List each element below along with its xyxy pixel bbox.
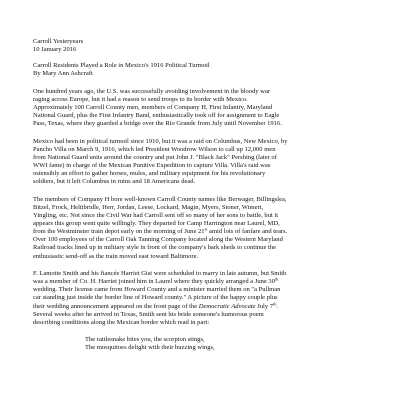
- text-line: appears this group went quite willingly. They departed for Camp Harrington near Laurel, MD,: [33, 220, 280, 228]
- paragraph-3: [33, 196, 373, 261]
- text-line: Mexico had been in political turmoil since 1910, but it was a raid on Columbus, New Mexico, by: [33, 137, 288, 145]
- poem-line: The rattlesnake bites you, the scorpion stings,: [85, 336, 205, 344]
- text-line: The members of Company H bore well-known Carroll County names like Berwager, Billingslea,: [33, 195, 287, 203]
- text-line: Pass, Texas, where they guarded a bridge over the Rio Grande from July until November 1916.: [33, 120, 282, 128]
- text-line: raging across Europe, but it had a reason to send troops to its border with Mexico.: [33, 95, 248, 103]
- byline: By Mary Ann Ashcraft: [33, 70, 93, 78]
- column-name: Carroll Yesteryears: [33, 38, 84, 45]
- document-page: [33, 38, 373, 353]
- text-line: Over 100 employees of the Carroll Oak Tanning Company located along the Western Maryland: [33, 236, 283, 244]
- text-line: their wedding announcement appeared on the front page of the Democratic Advocate July 7th.: [33, 301, 279, 310]
- article-title: Carroll Residents Played a Role in Mexico's 1916 Political Turmoil: [33, 62, 210, 70]
- text-line: was a member of Co. H. Harriet joined him in Laurel where they quickly arranged a June 30th: [33, 276, 279, 286]
- text-line: from the Westminster train depot early on the morning of June 21st amid lots of fanfare and tears.: [33, 226, 288, 236]
- text-line: from National Guard units around the country and put John J. "Black Jack" Pershing (later of: [33, 154, 277, 162]
- paragraph-1: [33, 88, 373, 128]
- text-line: Approximately 100 Carroll County men, members of Company H, First Infantry, Maryland: [33, 104, 273, 112]
- text-line: car standing just inside the border line of Howard county." A picture of the happy couple plus: [33, 294, 278, 302]
- text-line: soldiers, but it left Columbus in ruins and 18 Americans dead.: [33, 178, 196, 186]
- paragraph-2: [33, 138, 373, 187]
- publication-date: 10 January 2016: [33, 46, 77, 54]
- text-line: wedding. Their license came from Howard County and a minister married them on "a Pullman: [33, 286, 281, 294]
- text-line: National Guard, plus the First Infantry Band, enthusiastically took off for assignment to Eagle: [33, 112, 280, 120]
- text-line: Yingling, etc. Not since the Civil War had Carroll sent off so many of her sons to battle, but it: [33, 212, 279, 220]
- text-line: Railroad tracks lined up in military style in front of the company's bark sheds to continue the: [33, 244, 276, 252]
- text-line: WWI fame) in charge of the Mexican Punitive Expedition to capture Villa. Villa's raid was: [33, 162, 271, 170]
- text-line: Several weeks after he arrived in Texas, Smith sent his bride someone's humorous poem: [33, 310, 264, 318]
- text-line: One hundred years ago, the U.S. was successfully avoiding involvement in the bloody war: [33, 87, 271, 95]
- text-line: ostensibly an effort to gather horses, mules, and military equipment for his revolutionary: [33, 170, 266, 178]
- text-line: Pancho Villa on March 9, 1916, which led President Woodrow Wilson to call up 12,000 men: [33, 145, 276, 153]
- text-line: Bitzel, Frock, Heltibridle, Herr, Jordan, Leese, Lockard, Magin, Myers, Stoner, Wimert,: [33, 204, 264, 211]
- text-line: enthusiastic send-off as the train moved east toward Baltimore.: [33, 252, 199, 260]
- poem-excerpt: [33, 336, 373, 352]
- paragraph-4: [33, 270, 373, 327]
- text-line: describing conditions along the Mexican border which read in part:: [33, 318, 210, 326]
- poem-line: The mosquitoes delight with their buzzing wings,: [85, 344, 215, 352]
- text-line: F. Lamotte Smith and his fiancée Harriet Gist were scheduled to marry in late autumn, but Smith: [33, 270, 287, 278]
